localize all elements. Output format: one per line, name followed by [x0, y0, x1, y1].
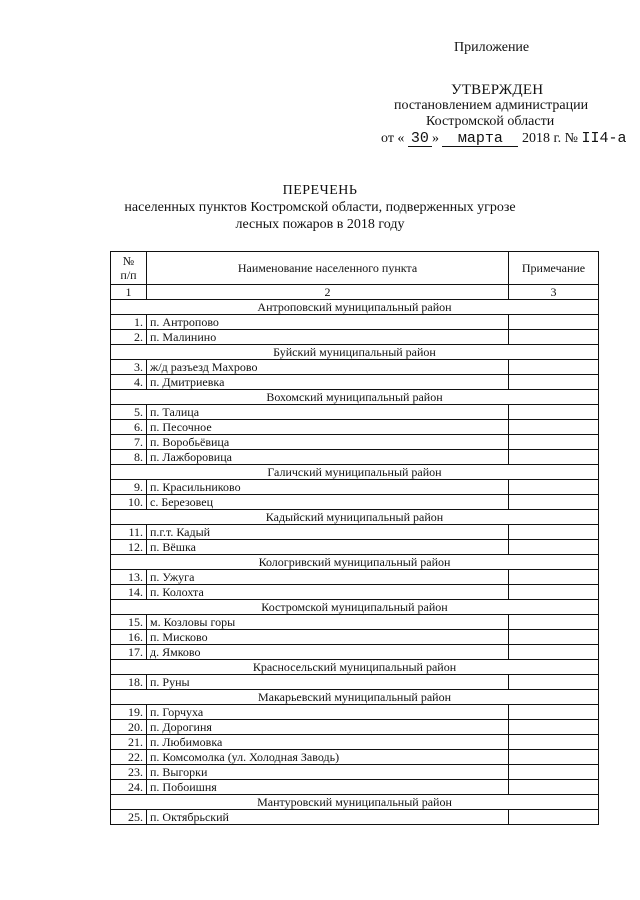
table-row — [111, 750, 599, 765]
table-row — [111, 780, 599, 795]
table-row — [111, 810, 599, 825]
row-number: 8. — [111, 450, 147, 465]
settlement-name: м. Козловы горы — [147, 615, 509, 630]
row-note — [509, 495, 599, 510]
table-row — [111, 630, 599, 645]
row-number: 19. — [111, 705, 147, 720]
settlement-name: п. Выгорки — [147, 765, 509, 780]
row-number: 1. — [111, 315, 147, 330]
district-row — [111, 345, 599, 360]
settlement-name: п. Дмитриевка — [147, 375, 509, 390]
header-note: Примечание — [509, 252, 599, 285]
row-number: 25. — [111, 810, 147, 825]
row-number: 10. — [111, 495, 147, 510]
decree-line-1: постановлением администрации — [394, 98, 589, 113]
table-row — [111, 480, 599, 495]
date-year: 2018 г. № — [521, 131, 578, 146]
row-note — [509, 780, 599, 795]
date-day: 30 — [408, 131, 432, 147]
row-note — [509, 525, 599, 540]
settlement-name: п. Мисково — [147, 630, 509, 645]
district-name: Буйский муниципальный район — [111, 345, 599, 360]
district-row — [111, 660, 599, 675]
row-note — [509, 375, 599, 390]
document-title: ПЕРЕЧЕНЬ — [282, 183, 358, 198]
settlement-name: п. Песочное — [147, 420, 509, 435]
row-note — [509, 540, 599, 555]
column-index-3: 3 — [509, 285, 599, 300]
district-name: Галичский муниципальный район — [111, 465, 599, 480]
settlement-name: п. Побоишня — [147, 780, 509, 795]
row-number: 12. — [111, 540, 147, 555]
district-name: Мантуровский муниципальный район — [111, 795, 599, 810]
table-row — [111, 720, 599, 735]
column-index-row — [111, 285, 599, 300]
row-number: 17. — [111, 645, 147, 660]
appendix-label: Приложение — [454, 40, 530, 55]
district-row — [111, 690, 599, 705]
column-index-1: 1 — [111, 285, 147, 300]
table-row — [111, 645, 599, 660]
row-note — [509, 645, 599, 660]
header-settlement-name: Наименование населенного пункта — [147, 252, 509, 285]
row-note — [509, 585, 599, 600]
district-row — [111, 465, 599, 480]
district-row — [111, 390, 599, 405]
row-number: 9. — [111, 480, 147, 495]
settlement-name: ж/д разъезд Махрово — [147, 360, 509, 375]
table-row — [111, 540, 599, 555]
settlement-name: д. Ямково — [147, 645, 509, 660]
decree-number: II4-а — [581, 130, 627, 147]
approved-label: УТВЕРЖДЕН — [451, 82, 544, 98]
table-row — [111, 705, 599, 720]
row-note — [509, 480, 599, 495]
row-note — [509, 315, 599, 330]
settlement-name: п. Воробьёвица — [147, 435, 509, 450]
district-name: Вохомский муниципальный район — [111, 390, 599, 405]
row-note — [509, 405, 599, 420]
row-note — [509, 450, 599, 465]
district-row — [111, 795, 599, 810]
row-number: 3. — [111, 360, 147, 375]
header-number-symbol: № — [122, 254, 135, 268]
district-name: Макарьевский муниципальный район — [111, 690, 599, 705]
table-row — [111, 735, 599, 750]
district-name: Костромской муниципальный район — [111, 600, 599, 615]
district-name: Кадыйский муниципальный район — [111, 510, 599, 525]
row-note — [509, 330, 599, 345]
settlement-name: п. Ужуга — [147, 570, 509, 585]
row-number: 14. — [111, 585, 147, 600]
settlement-name: с. Березовец — [147, 495, 509, 510]
document-subtitle-2: лесных пожаров в 2018 году — [235, 217, 405, 232]
row-note — [509, 435, 599, 450]
table-row — [111, 435, 599, 450]
settlement-name: п. Красильниково — [147, 480, 509, 495]
row-number: 2. — [111, 330, 147, 345]
district-row — [111, 600, 599, 615]
document-subtitle-1: населенных пунктов Костромской области, подверженных угрозе — [124, 200, 516, 215]
row-note — [509, 360, 599, 375]
row-note — [509, 735, 599, 750]
table-row — [111, 450, 599, 465]
row-number: 20. — [111, 720, 147, 735]
settlements-table — [110, 251, 599, 825]
date-month: марта — [442, 131, 518, 147]
row-number: 22. — [111, 750, 147, 765]
row-note — [509, 750, 599, 765]
settlement-name: п. Колохта — [147, 585, 509, 600]
header-number — [111, 252, 147, 285]
date-prefix: от « — [381, 131, 405, 146]
row-note — [509, 810, 599, 825]
table-row — [111, 495, 599, 510]
district-name: Антроповский муниципальный район — [111, 300, 599, 315]
row-number: 21. — [111, 735, 147, 750]
settlement-name: п. Малинино — [147, 330, 509, 345]
table-header-row — [111, 252, 599, 285]
row-number: 15. — [111, 615, 147, 630]
settlement-name: п.г.т. Кадый — [147, 525, 509, 540]
settlement-name: п. Талица — [147, 405, 509, 420]
district-row — [111, 300, 599, 315]
row-number: 24. — [111, 780, 147, 795]
settlement-name: п. Дорогиня — [147, 720, 509, 735]
row-note — [509, 675, 599, 690]
row-note — [509, 630, 599, 645]
row-number: 11. — [111, 525, 147, 540]
settlement-name: п. Комсомолка (ул. Холодная Заводь) — [147, 750, 509, 765]
table-row — [111, 525, 599, 540]
table-row — [111, 615, 599, 630]
row-number: 23. — [111, 765, 147, 780]
row-number: 7. — [111, 435, 147, 450]
settlement-name: п. Любимовка — [147, 735, 509, 750]
settlement-name: п. Антропово — [147, 315, 509, 330]
table-row — [111, 330, 599, 345]
column-index-2: 2 — [147, 285, 509, 300]
row-note — [509, 420, 599, 435]
settlement-name: п. Лажборовица — [147, 450, 509, 465]
row-note — [509, 720, 599, 735]
row-number: 6. — [111, 420, 147, 435]
row-note — [509, 705, 599, 720]
table-row — [111, 585, 599, 600]
table-row — [111, 405, 599, 420]
date-close: » — [431, 131, 439, 146]
table-row — [111, 375, 599, 390]
district-name: Красносельский муниципальный район — [111, 660, 599, 675]
row-number: 16. — [111, 630, 147, 645]
decree-line-2: Костромской области — [426, 114, 555, 129]
row-number: 4. — [111, 375, 147, 390]
table-body — [111, 285, 599, 825]
settlement-name: п. Вёшка — [147, 540, 509, 555]
row-note — [509, 615, 599, 630]
header-number-abbrev: п/п — [120, 268, 137, 282]
table-row — [111, 420, 599, 435]
table-row — [111, 675, 599, 690]
row-number: 18. — [111, 675, 147, 690]
table-row — [111, 360, 599, 375]
district-row — [111, 510, 599, 525]
row-number: 5. — [111, 405, 147, 420]
settlement-name: п. Руны — [147, 675, 509, 690]
row-note — [509, 570, 599, 585]
row-number: 13. — [111, 570, 147, 585]
table-row — [111, 315, 599, 330]
date-line — [381, 130, 626, 147]
settlement-name: п. Октябрьский — [147, 810, 509, 825]
settlement-name: п. Горчуха — [147, 705, 509, 720]
table-row — [111, 570, 599, 585]
table-row — [111, 765, 599, 780]
district-name: Кологривский муниципальный район — [111, 555, 599, 570]
row-note — [509, 765, 599, 780]
district-row — [111, 555, 599, 570]
